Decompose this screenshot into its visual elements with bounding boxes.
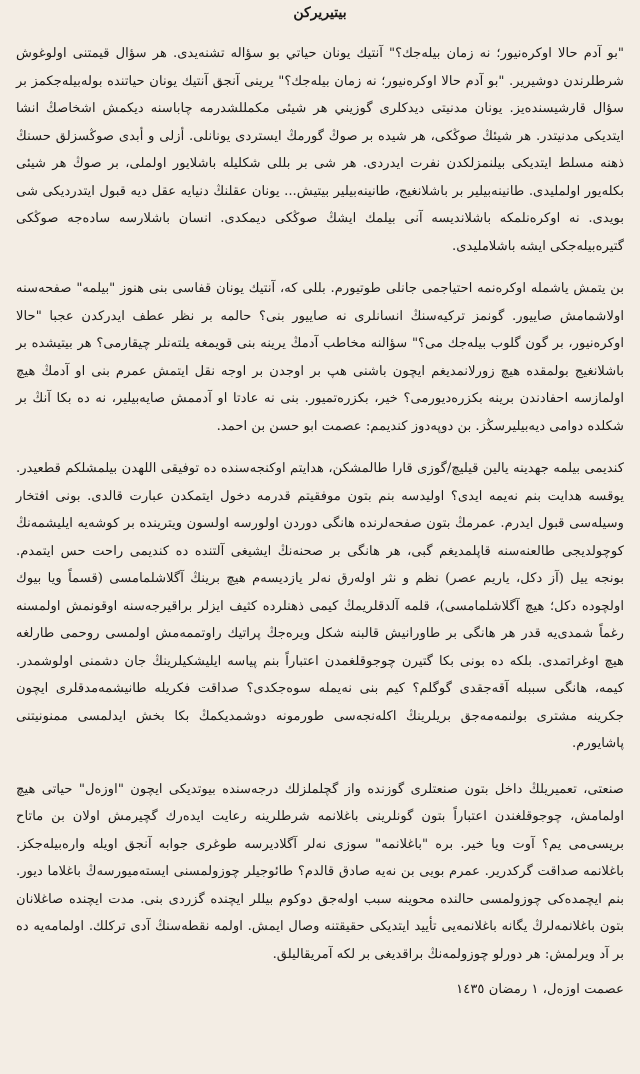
document-title: بيتيريركن [293, 5, 347, 21]
paragraph-1: "بو آدم حالا اوكره‌نيور؛ نه زمان بيله‌جك؟" آنتيك يونان حياتي بو سؤاله تشنه‌يدى. هر سؤال قيمتنى اولوغوش شرطلرندن دوشيرير. "بو آدم حالا اوكره‌نيور؛ نه زمان بيله‌جك؟" يرينى آنجق آنتيك يونان حياتنده بوله‌بيله‌جكمز بر سؤال قارشيسنده‌يز. يونان مدنيتى ديدكلرى گوزيني هر شيئى مكمللشدرمه چاباسنه ديكمش اشخاصڭ انشا ايتديكى مدنيتدر. هر شيئڭ صوڭكى، هر شيده بر صوڭ گورمڭ ايستردى يونانلى. أزلى و أبدى صوڭسزلق حسنڭ ذهنه مسلط ايتديكى بيلنمزلكدن نفرت ايدردى. هر شى بر بللى شكليله باشلايور اولملى، بر صوڭ هر شيئى بكله‌يور اولمليدى. طانينه‌بيلير بر باشلانغيج، طانينه‌بيلير بيتيش... يونان عقلنڭ دنيايه عقل ديه قبول ايتدردیكى شى بويدى. نه اوكره‌نلمكه باشلانديسه آنى بيلمك ايشڭ صوڭكى ديمكدى. انسان باشلارسه ساده‌جه صوڭكى گتيره‌بيله‌جكى ايشه باشلامليدى. [16, 46, 624, 254]
paragraph-3: كنديمى بيلمه جهدينه يالين قيليچ/گوزى قارا طالمشكن، هدايتم اوكنجه‌سنده ده توفيقى اللهدن بيلمشلكم قطعيدر. يوقسه هدايت بنم نه‌يمه ايدى؟ اوليدسه بنم بتون موفقيتم قدرمه دخول ايتمكدن عبارت قالدى. بونى افتخار وسيله‌سى قبول ايدرم. عمرمڭ بتون صفحه‌لرنده هانگى دوردن اولورسه اولسون ويترينده بر كوشه‌يه ايليشمه‌نڭ كوچولديجى طالعنه‌سنه قاپلمديغم گبى، هر هانگى بر صحنه‌نڭ ايشيغى آلتنده ده كنديمى راحت حس ايتمدم. بونجه ييل (آز دكل، ياريم عصر) نظم و نثر اولەرق نەلر يازديسەم هيچ برينڭ آگلاشلمامسى (قسماً ويا بيوك اولچوده دكل؛ هيچ آگلاشلمامسى)، قلمه آلدقلريمڭ كيمى ذهنلرده كثيف ايزلر براقيرجه‌سنه اوقونمش اولمسنه رغماً شمدى‌يه قدر هر هانگى بر طاورانيش قالبنه شكل ويرەجڭ پراتيك راوتممەمش اولمسى روحمى طارلغه هيچ اوغراتمدى. بلكه ده بونى بكا گتيرن چوجوقلغمدن اعتباراً بنم پياسه ايليشكيلرينڭ جان دشمنى اولوشمدر. كيمه، هانگى سببله آقەجقدى گوگلم؟ كيم بنى نه‌يمله سوه‌جكدى؟ صداقت فكريله طانيشمەمدقلرى ايچون جكرينه مشترى بولنمەمەجق بريلرينڭ اكلەنجه‌سى طورمونه دوشمديكمڭ بكا بخش ايدلمسى ممنونيتنى پاشايورم. [16, 461, 624, 751]
signature-line: عصمت اوزەل، ١ رمضان ١٤٣٥ [456, 982, 624, 997]
paragraph-2: بن يتمش ياشمله اوكره‌نمه احتياجمى جانلى طوتيورم. بللى كه، آنتيك يونان قفاسى بنى هنوز "بيلمه" صفحه‌سنه اولاشمامش صاييور. گونمز تركيه‌سنڭ انسانلرى نه صاييور بنى؟ حالمه بر نظر عطف ايدركدن عجبا "حالا اوكره‌نيور، بر گون گلوب بيله‌جك مى؟" سؤالنه مخاطب آدمڭ يرينه بنى قويمغه يلته‌نلر چيقارمى؟ هر بيتيشده بر باشلانغيج بولمقده هيچ زورلانمديغم ايچون باشنى هپ بر اوجدن بر اوجه نقل ايتمش عمرم بنى او آدمڭ هيچ اولمازسه احفادندن برينه بكزره‌ديورمى؟ خير، بكزره‌تميور. بنى نه عادتا او آدممش صايه‌بيلير، نه ده بكا آنڭ بر شكلده دوامى ديه‌بيليرسڭز. بن دوپه‌دوز كنديمم: عصمت ابو حسن بن احمد. [16, 281, 624, 434]
paragraph-4: صنعتى، تعميريلڭ داخل بتون صنعتلرى گوزنده واز گچلملزلك درجه‌سنده بيوتديكى ايچون "اوزەل" حياتى هيچ اولمامش، چوجوقلغندن اعتباراً بتون گونلرينى باغلانمه شرطلرينه رعايت ايدەرك گچيرمش اولان بن ماتاح بريسى‌مى يم؟ آوت ويا خير. بره "باغلانمه" سوزى نەلر آگلاديرسه طوغرى جوابه آنجق اويله واره‌بيله‌جكز. باغلانمه صداقت گركدرير. عمرم بويى بن نه‌يه صادق قالدم؟ طائوجيلر چوزولمسنى ايستەميورسەڭ باغلاما ديور. بنم ايچمده‌كى چوزولمسى حالنده محوينه سبب اوله‌جق دوكوم بيللر ايچنده گزردى بنى. مدت ايچنده صاغلانان بتون باغلانمه‌لرڭ يگانه باغلانمه‌يى تأييد ايتديكى حقيقتنه وصال ايمش. اولمه نقطه‌سنڭ آدى تركلك. اولمامه‌يه ده بر آد ويرلمش: هر دورلو چوزولمه‌نڭ براقديغى بر لكه آمريقاليلق. [16, 781, 624, 962]
